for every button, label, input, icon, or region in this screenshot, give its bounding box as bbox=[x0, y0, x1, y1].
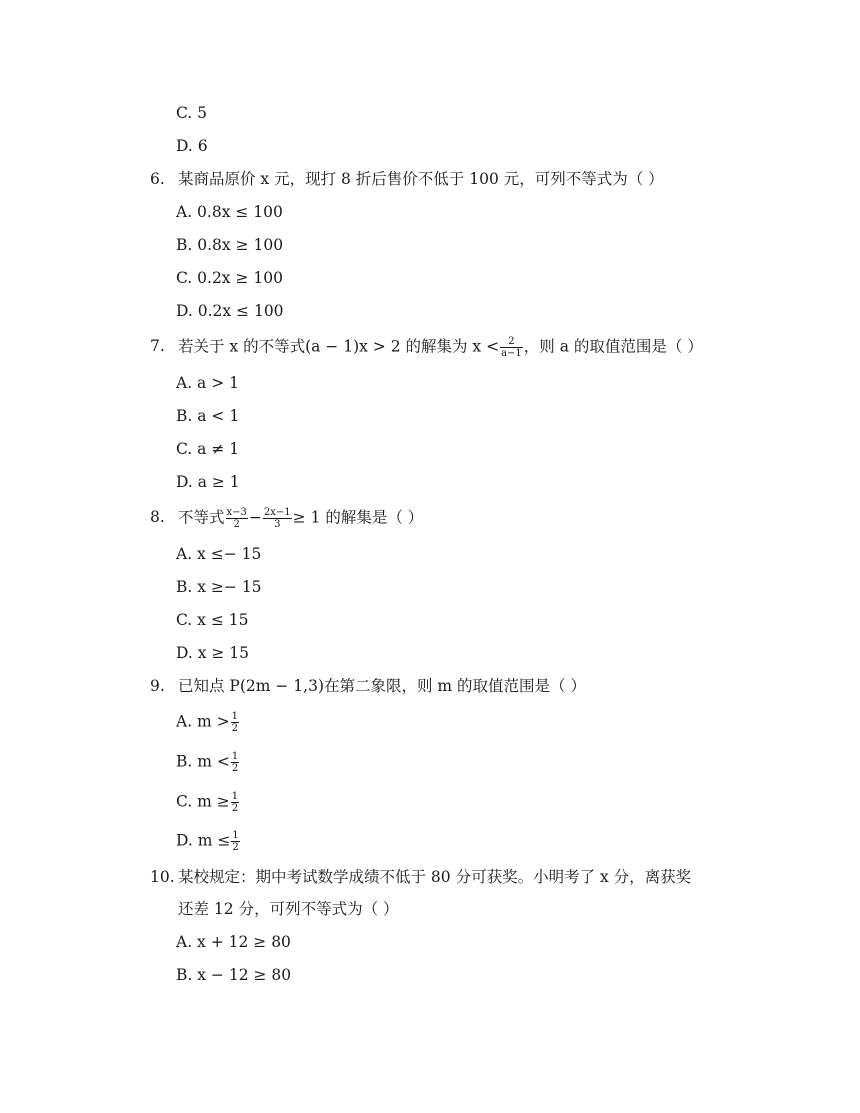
question-9-option-c-fraction bbox=[231, 791, 239, 814]
question-6-option-b: B. 0.8x ≥ 100 bbox=[176, 236, 284, 254]
question-8-fraction-1-num: x−3 bbox=[226, 507, 247, 518]
question-10-stem-line-2: 还差 12 分，可列不等式为（ ） bbox=[178, 900, 399, 918]
question-9-option-b-frac-den: 2 bbox=[231, 763, 239, 774]
question-8-option-b: B. x ≥− 15 bbox=[176, 578, 262, 596]
question-8-fraction-2 bbox=[263, 507, 292, 530]
question-9-option-d-text: D. m ≤ bbox=[176, 831, 231, 850]
question-9-option-d-fraction bbox=[231, 830, 239, 853]
question-6-option-d: D. 0.2x ≤ 100 bbox=[176, 302, 284, 320]
question-8-fraction-2-num: 2x−1 bbox=[263, 507, 291, 518]
question-9-option-a-frac-num: 1 bbox=[231, 711, 239, 722]
question-7-stem bbox=[178, 336, 703, 359]
question-10-number: 10. bbox=[150, 868, 175, 886]
question-8-minus: − bbox=[248, 508, 262, 527]
question-7-fraction-num: 2 bbox=[500, 336, 523, 348]
question-9-option-b-text: B. m < bbox=[176, 752, 230, 771]
question-9-stem: 已知点 P(2m − 1,3)在第二象限，则 m 的取值范围是（ ） bbox=[178, 677, 586, 695]
question-8-stem-post: ≥ 1 的解集是（ ） bbox=[292, 508, 424, 527]
question-9-option-a-fraction bbox=[231, 711, 239, 734]
question-8-fraction-1-den: 2 bbox=[233, 519, 240, 530]
question-7-option-c: C. a ≠ 1 bbox=[176, 440, 240, 458]
question-9-option-b-fraction bbox=[231, 751, 239, 774]
option-d-prev: D. 6 bbox=[176, 137, 208, 155]
question-9-option-c-text: C. m ≥ bbox=[176, 792, 230, 811]
question-8-stem bbox=[178, 507, 423, 530]
question-8-number: 8. bbox=[150, 508, 165, 526]
question-9-option-d bbox=[176, 830, 241, 853]
question-7-option-a: A. a > 1 bbox=[176, 374, 239, 392]
question-9-option-c-frac-den: 2 bbox=[231, 803, 239, 814]
question-9-option-b-frac-num: 1 bbox=[231, 751, 239, 762]
question-7-stem-pre: 若关于 x 的不等式(a − 1)x > 2 的解集为 x < bbox=[178, 337, 500, 356]
question-8-stem-pre: 不等式 bbox=[178, 508, 225, 527]
question-10-option-a: A. x + 12 ≥ 80 bbox=[176, 933, 291, 951]
question-8-option-d: D. x ≥ 15 bbox=[176, 644, 250, 662]
question-6-option-a: A. 0.8x ≤ 100 bbox=[176, 203, 283, 221]
question-8-option-a: A. x ≤− 15 bbox=[176, 545, 262, 563]
question-9-option-a bbox=[176, 711, 240, 734]
question-9-option-a-frac-den: 2 bbox=[231, 723, 239, 734]
question-10-stem-line-1: 某校规定：期中考试数学成绩不低于 80 分可获奖。小明考了 x 分，离获奖 bbox=[178, 868, 692, 886]
question-7-fraction bbox=[500, 336, 523, 359]
question-8-option-c: C. x ≤ 15 bbox=[176, 611, 249, 629]
question-8-fraction-2-den: 3 bbox=[274, 519, 281, 530]
question-7-option-b: B. a < 1 bbox=[176, 407, 240, 425]
question-9-option-d-frac-num: 1 bbox=[232, 830, 239, 841]
question-6-number: 6. bbox=[150, 170, 165, 188]
question-6-stem: 某商品原价 x 元，现打 8 折后售价不低于 100 元，可列不等式为（ ） bbox=[178, 170, 664, 188]
question-9-number: 9. bbox=[150, 677, 165, 695]
question-7-number: 7. bbox=[150, 337, 165, 355]
question-9-option-d-frac-den: 2 bbox=[232, 842, 239, 853]
question-9-option-c bbox=[176, 791, 240, 814]
option-c-prev: C. 5 bbox=[176, 104, 208, 122]
question-10-option-b: B. x − 12 ≥ 80 bbox=[176, 966, 292, 984]
question-9-option-b bbox=[176, 751, 240, 774]
question-6-option-c: C. 0.2x ≥ 100 bbox=[176, 269, 283, 287]
question-7-stem-post: ，则 a 的取值范围是（ ） bbox=[523, 337, 703, 356]
question-9-option-c-frac-num: 1 bbox=[231, 791, 239, 802]
question-7-fraction-den: a−1 bbox=[501, 348, 522, 359]
question-7-option-d: D. a ≥ 1 bbox=[176, 473, 240, 491]
question-8-fraction-1 bbox=[226, 507, 248, 530]
question-9-option-a-text: A. m > bbox=[176, 712, 230, 731]
